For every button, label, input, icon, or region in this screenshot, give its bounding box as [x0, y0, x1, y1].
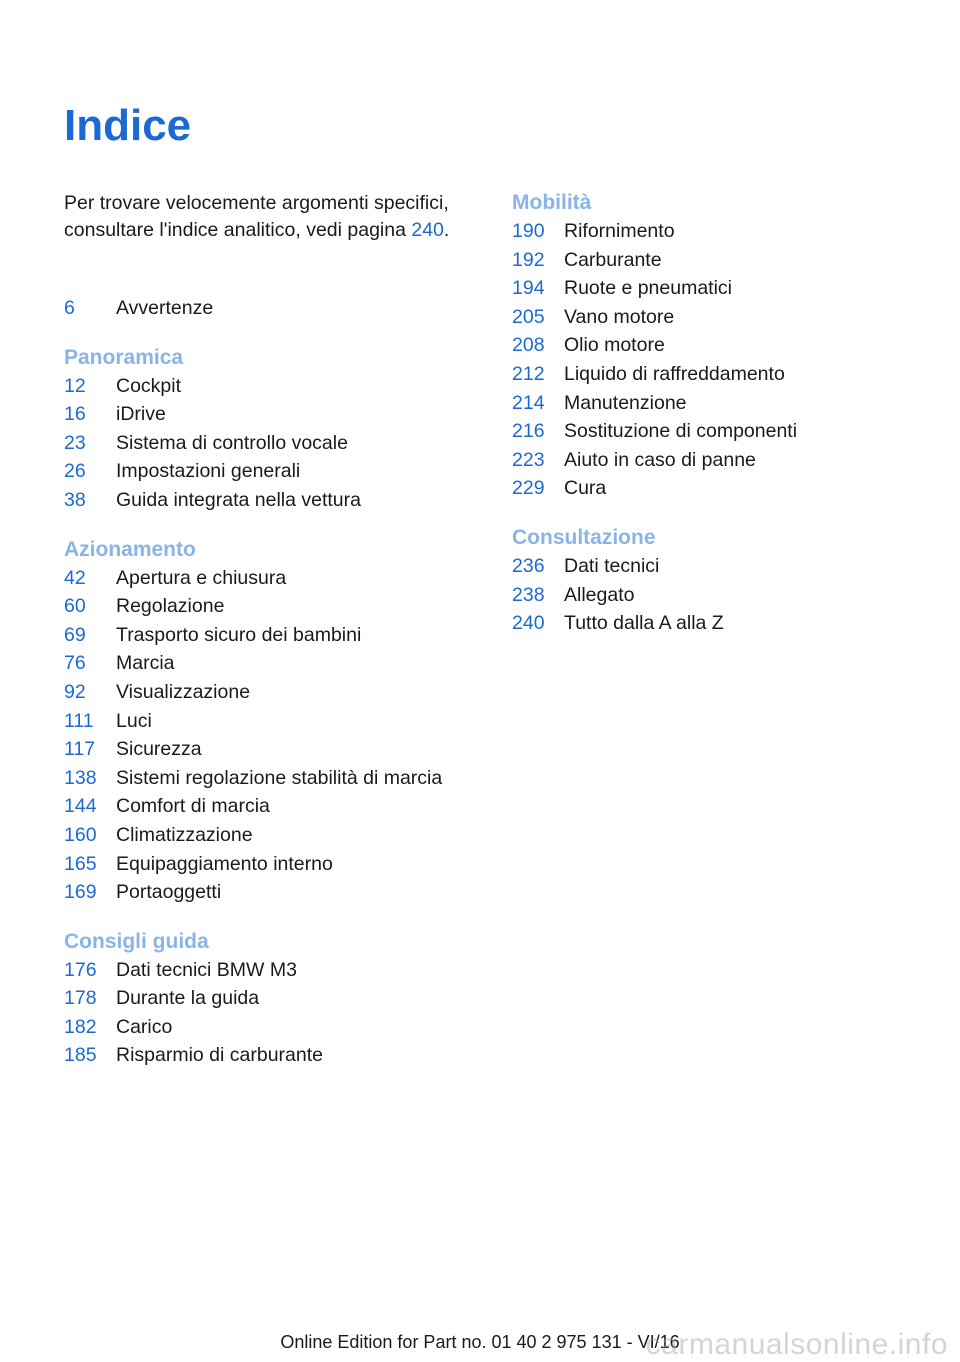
toc-entry[interactable] — [64, 764, 484, 793]
toc-entry[interactable] — [512, 417, 932, 446]
toc-entry[interactable] — [64, 457, 484, 486]
toc-entry-label: Avvertenze — [116, 297, 214, 319]
footer-edition: Online Edition for Part no. 01 40 2 975 131 - VI/16 — [280, 1332, 680, 1352]
toc-entry[interactable] — [64, 372, 484, 401]
toc-page-number[interactable]: 216 — [512, 420, 545, 443]
toc-entry-label: Cura — [564, 477, 607, 500]
watermark-logo: carmanualsonline.info — [645, 1328, 948, 1361]
toc-entry-label: Sicurezza — [116, 738, 202, 761]
toc-entry-label: Ruote e pneumatici — [564, 277, 733, 300]
toc-page-number[interactable]: 23 — [64, 431, 86, 454]
toc-page-number[interactable]: 26 — [64, 460, 86, 483]
toc-page-number[interactable]: 169 — [64, 881, 97, 904]
toc-entry-label: Olio motore — [564, 334, 665, 357]
toc-page-number[interactable]: 117 — [64, 738, 96, 761]
toc-entry-label: Durante la guida — [116, 987, 260, 1010]
toc-entry-label: Apertura e chiusura — [116, 566, 287, 589]
toc-section — [64, 294, 484, 323]
toc-entry-label: Cockpit — [116, 374, 182, 397]
toc-entry[interactable] — [64, 678, 484, 707]
toc-entry[interactable] — [64, 564, 484, 593]
toc-entry-label: Liquido di raffreddamento — [564, 362, 785, 385]
toc-section — [64, 928, 484, 1070]
toc-entry[interactable] — [512, 360, 932, 389]
toc-page-number[interactable]: 182 — [64, 1015, 97, 1038]
toc-page-number[interactable]: 42 — [64, 566, 86, 589]
toc-page-number[interactable]: 12 — [64, 374, 86, 397]
toc-entry-label: Luci — [116, 709, 152, 732]
toc-entry-label: Vano motore — [564, 305, 675, 328]
toc-entry-label: Dati tecnici BMW M3 — [116, 958, 297, 981]
toc-entry-label: Climatizzazione — [116, 823, 253, 846]
toc-entry-label: iDrive — [116, 403, 166, 426]
toc-entry[interactable] — [64, 956, 484, 985]
toc-entry-label: Sostituzione di componenti — [564, 420, 798, 443]
toc-entry-label: Impostazioni generali — [116, 460, 301, 483]
toc-entry-label: Allegato — [564, 583, 635, 606]
toc-page-number[interactable]: 208 — [512, 334, 545, 357]
section-title: Mobilità — [512, 191, 592, 214]
toc-entry[interactable] — [64, 878, 484, 907]
toc-entry-label: Portaoggetti — [116, 881, 222, 904]
toc-page-number[interactable]: 165 — [64, 852, 97, 875]
toc-page-number[interactable]: 194 — [512, 277, 545, 300]
toc-entry-label: Marcia — [116, 652, 175, 675]
toc-page-number[interactable]: 38 — [64, 488, 86, 511]
toc-right-column — [512, 189, 932, 638]
toc-entry[interactable] — [512, 609, 932, 638]
toc-entry[interactable] — [512, 331, 932, 360]
toc-section — [512, 189, 932, 503]
toc-page-number[interactable]: 190 — [512, 220, 545, 242]
intro-text: Per trovare velocemente argomenti specifici, consultare l'indice analitico, vedi pagina — [64, 192, 449, 241]
toc-entry[interactable] — [512, 274, 932, 303]
toc-page-number[interactable]: 176 — [64, 958, 97, 981]
toc-entry-label: Tutto dalla A alla Z — [564, 612, 724, 635]
toc-entry-label: Visualizzazione — [116, 680, 251, 703]
section-title: Panoramica — [64, 345, 184, 369]
toc-entry-label: Manutenzione — [564, 391, 687, 414]
section-title: Consultazione — [512, 525, 656, 549]
toc-entry[interactable] — [512, 246, 932, 275]
toc-entry[interactable] — [64, 1013, 484, 1042]
toc-entry-label: Trasporto sicuro dei bambini — [116, 623, 362, 646]
toc-entry[interactable] — [512, 303, 932, 332]
toc-page-number[interactable]: 178 — [64, 987, 97, 1010]
toc-entry[interactable] — [64, 400, 484, 429]
toc-entry[interactable] — [64, 621, 484, 650]
toc-page-number[interactable]: 60 — [64, 595, 86, 618]
toc-entry-label: Aiuto in caso di panne — [564, 448, 756, 471]
intro-paragraph — [64, 190, 484, 244]
toc-page-number[interactable]: 185 — [64, 1044, 97, 1067]
toc-left-column — [64, 294, 484, 1070]
toc-entry-label: Dati tecnici — [564, 554, 660, 577]
toc-page-number[interactable]: 214 — [512, 391, 545, 414]
toc-entry-label: Comfort di marcia — [116, 795, 270, 818]
toc-page-number[interactable]: 229 — [512, 477, 545, 500]
section-title: Consigli guida — [64, 929, 209, 953]
toc-entry-label: Sistema di controllo vocale — [116, 431, 348, 454]
toc-entry[interactable] — [64, 649, 484, 678]
toc-page-number[interactable]: 160 — [64, 823, 97, 846]
toc-entry[interactable] — [64, 429, 484, 458]
toc-entry-label: Rifornimento — [564, 220, 675, 242]
toc-page-number[interactable]: 138 — [64, 766, 97, 789]
toc-page-number[interactable]: 192 — [512, 248, 545, 271]
toc-entry[interactable] — [64, 486, 484, 515]
toc-entry[interactable] — [512, 446, 932, 475]
toc-entry-label: Carico — [116, 1015, 173, 1038]
toc-page-number[interactable]: 6 — [64, 297, 75, 319]
toc-page-number[interactable]: 236 — [512, 554, 545, 577]
toc-page-number[interactable]: 92 — [64, 680, 86, 703]
toc-page-number[interactable]: 76 — [64, 652, 86, 675]
toc-page-number[interactable]: 212 — [512, 362, 545, 385]
toc-page-number[interactable]: 238 — [512, 583, 545, 606]
page-title: Indice — [64, 101, 192, 150]
toc-entry[interactable] — [64, 850, 484, 879]
toc-page-number[interactable]: 144 — [64, 795, 97, 818]
toc-page-number[interactable]: 16 — [64, 403, 86, 426]
toc-page-number[interactable]: 111 — [64, 709, 94, 732]
toc-entry[interactable] — [64, 707, 484, 736]
toc-entry[interactable] — [512, 552, 932, 581]
toc-entry-label: Risparmio di carburante — [116, 1044, 324, 1067]
toc-entry-label: Sistemi regolazione stabilità di marcia — [116, 766, 443, 789]
toc-entry-label: Equipaggiamento interno — [116, 852, 333, 875]
toc-entry[interactable] — [64, 735, 484, 764]
section-title: Azionamento — [64, 537, 196, 561]
toc-entry[interactable] — [512, 389, 932, 418]
toc-entry[interactable] — [64, 592, 484, 621]
toc-page-number[interactable]: 240 — [512, 612, 545, 635]
toc-entry[interactable] — [512, 217, 932, 246]
intro-end: . — [443, 219, 450, 241]
toc-entry[interactable] — [64, 792, 484, 821]
index-page-link[interactable]: 240 — [411, 219, 444, 241]
toc-section — [64, 344, 484, 515]
toc-entry[interactable] — [64, 984, 484, 1013]
toc-section — [64, 536, 484, 907]
toc-entry-label: Guida integrata nella vettura — [116, 488, 361, 511]
toc-entry[interactable] — [64, 294, 484, 323]
toc-page-number[interactable]: 205 — [512, 305, 545, 328]
toc-section — [512, 524, 932, 638]
toc-page-number[interactable]: 69 — [64, 623, 86, 646]
toc-entry[interactable] — [64, 1041, 484, 1070]
toc-entry-label: Carburante — [564, 248, 662, 271]
toc-page-number[interactable]: 223 — [512, 448, 545, 471]
toc-entry[interactable] — [512, 474, 932, 503]
toc-entry[interactable] — [64, 821, 484, 850]
toc-entry[interactable] — [512, 581, 932, 610]
toc-entry-label: Regolazione — [116, 595, 225, 618]
